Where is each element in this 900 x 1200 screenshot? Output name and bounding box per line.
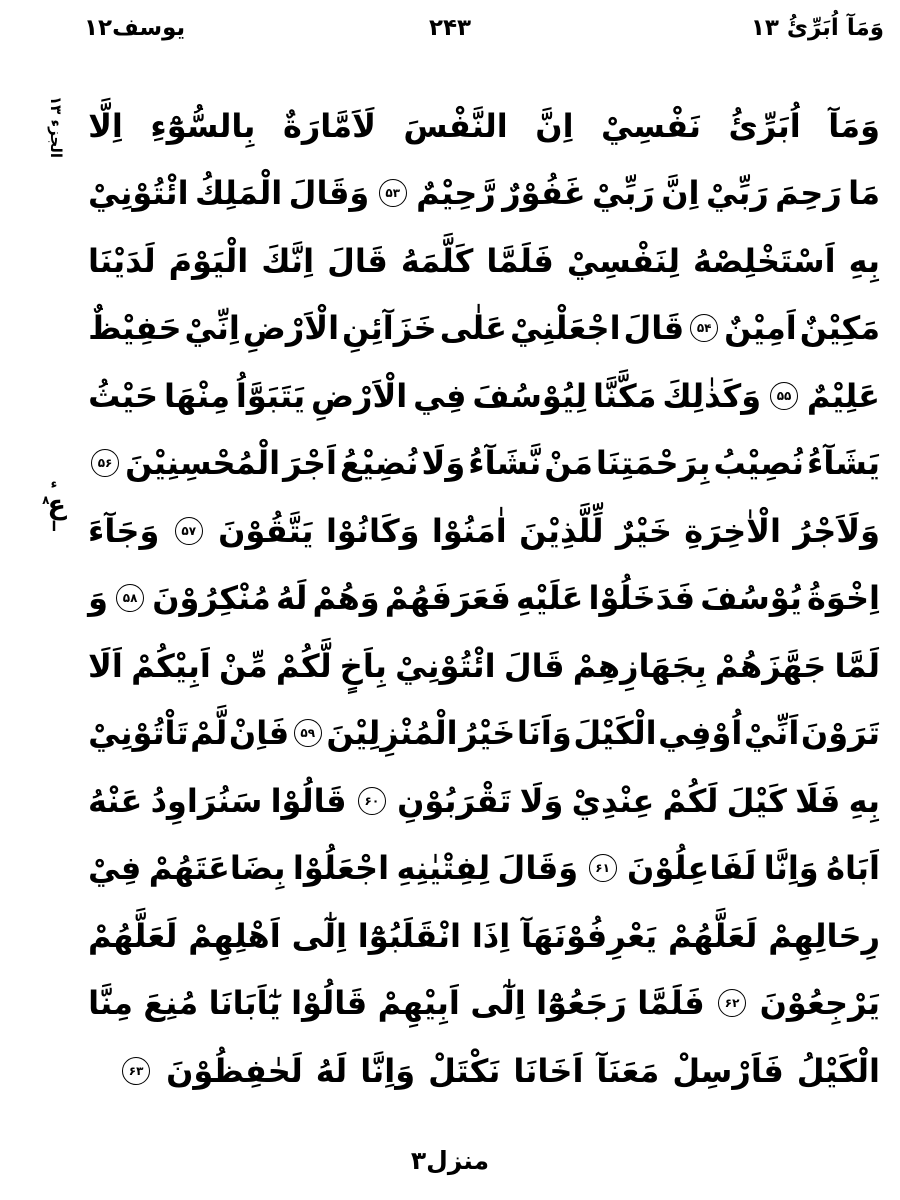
quran-word: خَزَآئِنِ bbox=[341, 309, 437, 348]
quran-word: لَّكُمْ bbox=[275, 646, 332, 685]
quran-word: اَجْرَ bbox=[283, 444, 338, 483]
ruku-number: ۸ bbox=[42, 492, 50, 507]
quran-word: بِرَحْمَتِنَا bbox=[595, 444, 711, 483]
quran-word: انْقَلَبُوْٓا bbox=[357, 916, 461, 955]
quran-word: بِهِ bbox=[848, 241, 880, 280]
quran-line-3 bbox=[88, 227, 880, 295]
quran-word: قَالَ bbox=[623, 309, 685, 348]
quran-word: قَالُوْا bbox=[291, 984, 368, 1023]
quran-word: يَشَآءُ bbox=[807, 444, 880, 483]
ruku-letter: ع bbox=[47, 489, 66, 521]
quran-word: وَ bbox=[88, 579, 108, 618]
quran-word: تَرَوْنَ bbox=[800, 714, 880, 753]
quran-word: اَبِيْهِمْ bbox=[377, 984, 460, 1023]
quran-word: لَمَّا bbox=[834, 646, 880, 685]
quran-word: لَّمْ bbox=[190, 714, 228, 753]
quran-word: اَخَانَا bbox=[513, 1051, 584, 1090]
quran-word: وَلَا bbox=[421, 444, 466, 483]
quran-word: عَلَيْهِ bbox=[516, 579, 584, 618]
quran-word: مَكِيْنٌ bbox=[799, 309, 880, 348]
quran-word: اَبِيْكُمْ bbox=[131, 646, 211, 685]
quran-word: رَحِمَ bbox=[775, 174, 842, 213]
quran-word: لِّلَّذِيْنَ bbox=[519, 511, 604, 550]
quran-word: اُوْفِي bbox=[658, 714, 743, 753]
ruku-marker-bottom-number: ا bbox=[51, 518, 57, 535]
quran-word: مِنْهَا bbox=[164, 376, 231, 415]
quran-word: بِالسُّوْٓءِ bbox=[150, 106, 256, 145]
quran-word: خَيْرُ bbox=[459, 714, 516, 753]
quran-word: رَّحِيْمٌ bbox=[416, 174, 496, 213]
quran-line-13 bbox=[88, 902, 880, 970]
quran-word: نُضِيْعُ bbox=[340, 444, 419, 483]
quran-line-12 bbox=[88, 835, 880, 903]
quran-word: لَعَلَّهُمْ bbox=[668, 916, 758, 955]
quran-word: وَاِنَّا bbox=[763, 849, 819, 888]
quran-text-block bbox=[88, 92, 880, 1105]
quran-word: فِي bbox=[413, 376, 467, 415]
quran-word: خَيْرٌ bbox=[615, 511, 672, 550]
quran-word: يُوْسُفَ bbox=[700, 579, 802, 618]
quran-word: مُنْكِرُوْنَ bbox=[152, 579, 271, 618]
quran-word: لِفِتْيٰنِهِ bbox=[396, 849, 491, 888]
quran-word: بِضَاعَتَهُمْ bbox=[148, 849, 286, 888]
quran-word: اِخْوَةُ bbox=[807, 579, 880, 618]
quran-word: ائْتُوْنِيْ bbox=[395, 646, 496, 685]
margin-juz-marker: الجزء ۱۳ bbox=[47, 95, 65, 159]
quran-word: جَهَّزَهُمْ bbox=[714, 646, 827, 685]
quran-word: الْيَوْمَ bbox=[168, 241, 249, 280]
quran-word: وَقَالَ bbox=[497, 849, 579, 888]
quran-word: نَكْتَلْ bbox=[428, 1051, 501, 1090]
quran-word: اَبَاهُ bbox=[826, 849, 880, 888]
quran-word: لَاَمَّارَةٌ bbox=[282, 106, 376, 145]
footer-manzil-marker: منزل۳ bbox=[410, 1146, 490, 1175]
quran-word: يٰٓاَبَانَا bbox=[208, 984, 281, 1023]
quran-word: لَعَلَّهُمْ bbox=[88, 916, 178, 955]
quran-word: عِنْدِيْ bbox=[571, 781, 655, 820]
quran-word: الْكَيْلُ bbox=[796, 1051, 880, 1090]
quran-word: يَعْرِفُوْنَهَآ bbox=[521, 916, 658, 955]
quran-word: مَنْ bbox=[544, 444, 593, 483]
quran-word: اِنِّيْ bbox=[184, 309, 240, 348]
quran-word: النَّفْسَ bbox=[403, 106, 508, 145]
quran-word: الْمُنْزِلِيْنَ bbox=[326, 714, 458, 753]
quran-word: الْمُحْسِنِيْنَ bbox=[125, 444, 281, 483]
quran-line-15 bbox=[88, 1037, 880, 1105]
quran-word: اِنَّ bbox=[661, 174, 700, 213]
verse-number-badge: ۶۳ bbox=[122, 1057, 150, 1085]
quran-word: اِنَّكَ bbox=[261, 241, 315, 280]
quran-word: حَيْثُ bbox=[88, 376, 159, 415]
header-surah-name: يوسف۱۲ bbox=[84, 15, 186, 41]
quran-word: الْاَرْضِ bbox=[310, 376, 408, 415]
quran-line-1 bbox=[88, 92, 880, 160]
quran-word: وَاِنَّا bbox=[360, 1051, 416, 1090]
ruku-marker-top-sign: ء bbox=[50, 477, 58, 492]
quran-word: قَالَ bbox=[503, 646, 565, 685]
quran-word: سَنُرَاوِدُ bbox=[150, 781, 263, 820]
quran-line-10 bbox=[88, 700, 880, 768]
ruku-marker-ain bbox=[42, 489, 66, 521]
quran-word: تَقْرَبُوْنِ bbox=[397, 781, 512, 820]
quran-word: عَنْهُ bbox=[88, 781, 143, 820]
verse-number-badge: ۵۹ bbox=[294, 719, 322, 747]
margin-ruku-marker bbox=[34, 478, 74, 535]
quran-word: وَمَآ bbox=[828, 106, 880, 145]
quran-word: رَبِّيْ bbox=[705, 174, 769, 213]
verse-number-badge: ۵۶ bbox=[91, 449, 119, 477]
quran-word: لَهُ bbox=[315, 1051, 348, 1090]
quran-word: اَهْلِهِمْ bbox=[188, 916, 281, 955]
quran-word: وَكَذٰلِكَ bbox=[662, 376, 762, 415]
quran-word: لَهُ bbox=[275, 579, 308, 618]
quran-word: فَاَرْسِلْ bbox=[672, 1051, 784, 1090]
quran-word: اَنِّيْ bbox=[743, 714, 800, 753]
quran-word: وَقَالَ bbox=[288, 174, 370, 213]
quran-word: فِيْ bbox=[88, 849, 142, 888]
verse-number-badge: ۶۱ bbox=[589, 854, 617, 882]
quran-word: غَفُوْرٌ bbox=[502, 174, 586, 213]
quran-word: اجْعَلُوْا bbox=[292, 849, 390, 888]
verse-number-badge: ۵۸ bbox=[116, 584, 144, 612]
quran-line-7 bbox=[88, 497, 880, 565]
quran-word: اِلٰٓى bbox=[470, 984, 526, 1023]
quran-word: قَالُوْا bbox=[270, 781, 347, 820]
verse-number-badge: ۵۴ bbox=[690, 314, 718, 342]
quran-line-5 bbox=[88, 362, 880, 430]
quran-word: اٰمَنُوْا bbox=[431, 511, 507, 550]
quran-word: مِّنْ bbox=[219, 646, 268, 685]
quran-word: اجْعَلْنِيْ bbox=[509, 309, 621, 348]
quran-word: وَجَآءَ bbox=[88, 511, 160, 550]
verse-number-badge: ۵۷ bbox=[175, 517, 203, 545]
quran-word: اِذَا bbox=[471, 916, 511, 955]
quran-word: اُبَرِّئُ bbox=[728, 106, 801, 145]
quran-word: الْكَيْلَ bbox=[573, 714, 657, 753]
quran-word: بِاَخٍ bbox=[339, 646, 387, 685]
quran-word: وَكَانُوْا bbox=[325, 511, 420, 550]
verse-number-badge: ۶۰ bbox=[358, 787, 386, 815]
quran-word: لَدَيْنَا bbox=[88, 241, 156, 280]
quran-word: الْاَرْضِ bbox=[242, 309, 340, 348]
quran-word: يَتَبَوَّاُ bbox=[235, 376, 306, 415]
verse-number-badge: ۵۳ bbox=[379, 179, 407, 207]
quran-word: حَفِيْظٌ bbox=[88, 309, 182, 348]
quran-line-14 bbox=[88, 970, 880, 1038]
quran-word: فَلَا bbox=[795, 781, 841, 820]
quran-word: كَيْلَ bbox=[726, 781, 787, 820]
quran-word: فَلَمَّا bbox=[637, 984, 705, 1023]
quran-word: تَاْتُوْنِيْ bbox=[88, 714, 189, 753]
quran-word: يَرْجِعُوْنَ bbox=[759, 984, 880, 1023]
quran-word: مَكَّنَّا bbox=[592, 376, 657, 415]
quran-word: مَا bbox=[848, 174, 880, 213]
quran-word: عَلٰى bbox=[439, 309, 507, 348]
quran-word: نُصِيْبُ bbox=[713, 444, 805, 483]
quran-word: لِنَفْسِيْ bbox=[566, 241, 680, 280]
quran-word: كَلَّمَهُ bbox=[400, 241, 474, 280]
quran-word: وَاَنَا bbox=[516, 714, 572, 753]
quran-word: لَكُمْ bbox=[662, 781, 719, 820]
quran-word: الْمَلِكُ bbox=[194, 174, 283, 213]
quran-word: اَسْتَخْلِصْهُ bbox=[692, 241, 836, 280]
quran-word: رَبِّيْ bbox=[592, 174, 655, 213]
quran-word: نَفْسِيْ bbox=[601, 106, 702, 145]
quran-word: بِجَهَازِهِمْ bbox=[572, 646, 707, 685]
quran-line-8 bbox=[88, 565, 880, 633]
quran-word: مَعَنَآ bbox=[596, 1051, 660, 1090]
quran-word: لَحٰفِظُوْنَ bbox=[166, 1051, 303, 1090]
quran-word: لِيُوْسُفَ bbox=[472, 376, 588, 415]
quran-word: ائْتُوْنِيْ bbox=[88, 174, 189, 213]
quran-line-11 bbox=[88, 767, 880, 835]
verse-number-badge: ۵۵ bbox=[770, 382, 798, 410]
quran-word: الْاٰخِرَةِ bbox=[684, 511, 781, 550]
quran-line-6 bbox=[88, 430, 880, 498]
quran-word: فَاِنْ bbox=[228, 714, 290, 753]
quran-word: وَلَاَجْرُ bbox=[793, 511, 880, 550]
quran-word: فَدَخَلُوْا bbox=[588, 579, 696, 618]
header-juz-name: وَمَآ اُبَرِّئُ ۱۳ bbox=[750, 15, 884, 41]
quran-word: اَمِيْنٌ bbox=[724, 309, 797, 348]
quran-word: قَالَ bbox=[327, 241, 388, 280]
quran-word: وَهُمْ bbox=[312, 579, 380, 618]
quran-word: فَعَرَفَهُمْ bbox=[384, 579, 511, 618]
quran-word: عَلِيْمٌ bbox=[806, 376, 880, 415]
quran-word: اِلٰٓى bbox=[291, 916, 347, 955]
quran-word: اَلَا bbox=[88, 646, 123, 685]
quran-line-4 bbox=[88, 295, 880, 363]
quran-word: وَلَا bbox=[519, 781, 564, 820]
verse-number-badge: ۶۲ bbox=[718, 989, 746, 1017]
header-page-number: ۲۴۳ bbox=[428, 15, 472, 41]
quran-word: مُنِعَ bbox=[143, 984, 199, 1023]
quran-word: اِنَّ bbox=[535, 106, 574, 145]
quran-word: مِنَّا bbox=[88, 984, 133, 1023]
quran-word: بِهِ bbox=[848, 781, 880, 820]
quran-line-2 bbox=[88, 160, 880, 228]
quran-line-9 bbox=[88, 632, 880, 700]
quran-word: يَتَّقُوْنَ bbox=[218, 511, 314, 550]
quran-word: رَجَعُوْٓا bbox=[536, 984, 627, 1023]
quran-word: رِحَالِهِمْ bbox=[768, 916, 880, 955]
quran-word: نَّشَآءُ bbox=[468, 444, 542, 483]
quran-word: فَلَمَّا bbox=[486, 241, 554, 280]
quran-word: لَفَاعِلُوْنَ bbox=[627, 849, 757, 888]
quran-word: اِلَّا bbox=[88, 106, 123, 145]
